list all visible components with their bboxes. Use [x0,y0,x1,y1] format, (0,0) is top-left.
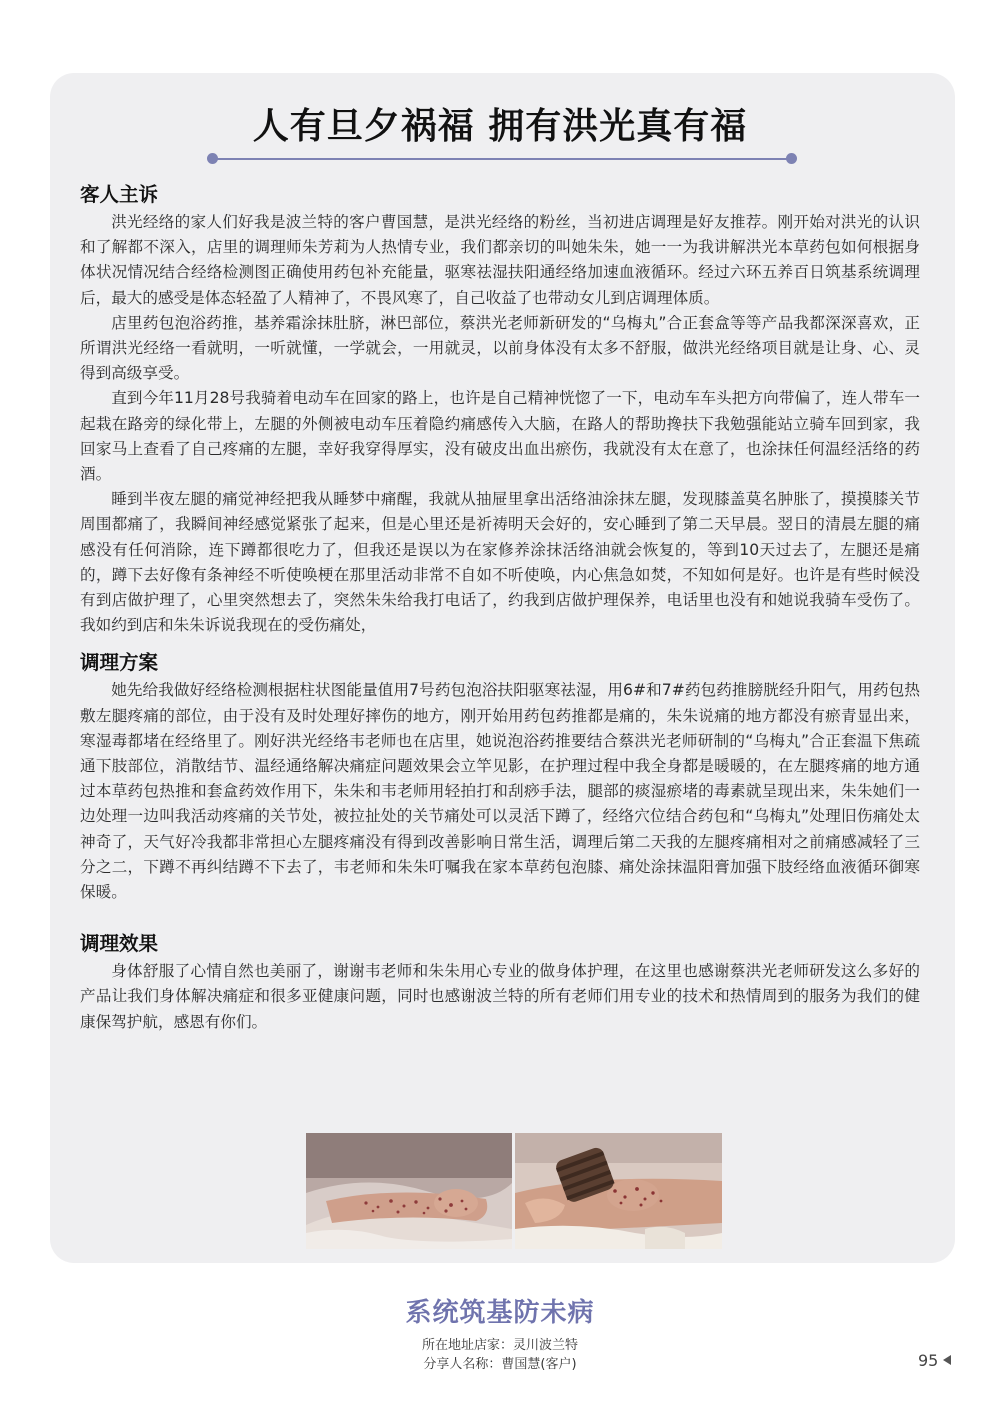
paragraph: 身体舒服了心情自然也美丽了，谢谢韦老师和朱朱用心专业的做身体护理，在这里也感谢蔡洪光老师研发这么多好的产品让我们身体解决痛症和很多亚健康问题，同时也感谢波兰特的所有老师们用专业的技术和热情周到的服务为我们的健康保驾护航，感恩有你们。 [80,962,920,1031]
section-complaint [80,180,920,638]
divider-dot-right [786,153,797,164]
paragraph: 直到今年11月28号我骑着电动车在回家的路上，也许是自己精神恍惚了一下，电动车车头把方向带偏了，连人带车一起栽在路旁的绿化带上，左腿的外侧被电动车压着隐约痛感传入大脑，在路人的帮助搀扶下我勉强能站立骑车回到家，我回家马上查看了自己疼痛的左腿，幸好我穿得厚实，没有破皮出血出瘀伤，我就没有太在意了，也涂抹任何温经活络的药酒。 [80,389,920,484]
section-treatment-plan [80,648,920,905]
photo-strip [306,1133,722,1249]
paragraph: 她先给我做好经络检测根据柱状图能量值用7号药包泡浴扶阳驱寒祛湿，用6#和7#药包药推膀胱经升阳气，用药包热敷左腿疼痛的部位，由于没有及时处理好摔伤的地方，刚开始用药包药推都是痛的，朱朱说痛的地方都没有瘀青显出来，寒湿毒都堵在经络里了。刚好洪光经络韦老师也在店里，她说泡浴药推要结合蔡洪光老师研制的“乌梅丸”合正套温下焦疏通下肢部位，消散结节、温经通络解决痛症问题效果会立竿见影，在护理过程中我全身都是暖暖的，在左腿疼痛的地方通过本草药包热推和套盒药效作用下，朱朱和韦老师用轻拍打和刮痧手法，腿部的痰湿瘀堵的毒素就呈现出来，朱朱她们一边处理一边叫我活动疼痛的关节处，被拉扯处的关节痛处可以灵活下蹲了，经络穴位结合药包和“乌梅丸”处理旧伤痛处太神奇了，天气好冷我都非常担心左腿疼痛没有得到改善影响日常生活，调理后第二天我的左腿疼痛相对之前痛感减轻了三分之二，下蹲不再纠结蹲不下去了，韦老师和朱朱叮嘱我在家本草药包泡膝、痛处涂抹温阳膏加强下肢经络血液循环御寒保暖。 [80,681,920,902]
leg-photo-before [306,1133,512,1249]
article-body [80,180,920,1035]
sharer-name: 分享人名称：曹国慧(客户) [423,1357,577,1372]
paragraph: 店里药包泡浴药推，基养霜涂抹肚脐，淋巴部位，蔡洪光老师新研发的“乌梅丸”合正套盒等等产品我都深深喜欢，正所谓洪光经络一看就明，一听就懂，一学就会，一用就灵，以前身体没有太多不舒服，做洪光经络项目就是让身、心、灵得到高级享受。 [80,313,920,383]
section-heading: 调理方案 [80,651,159,675]
section-heading: 客人主诉 [80,183,159,206]
paragraph: 洪光经络的家人们好我是波兰特的客户曹国慧，是洪光经络的粉丝，当初进店调理是好友推荐。刚开始对洪光的认识和了解都不深入，店里的调理师朱芳莉为人热情专业，我们都亲切的叫她朱朱，她一一为我讲解洪光本草药包如何根据身体状况情况结合经络检测图正确使用药包补充能量，驱寒祛湿扶阳通经络加速血液循环。经过六环五养百日筑基系统调理后，最大的感受是体态轻盈了人精神了，不畏风寒了，自己收益了也带动女儿到店调理体质。 [80,213,920,307]
leg-photo-treatment [515,1133,722,1249]
store-address: 所在地址店家：灵川波兰特 [421,1338,578,1353]
section-heading: 调理效果 [80,932,159,956]
divider-dot-left [207,153,218,164]
footer-slogan: 系统筑基防未病 [405,1298,595,1328]
page-title: 人有旦夕祸福 拥有洪光真有福 [252,106,748,147]
section-treatment-result [80,929,920,1035]
page-arrow-icon [943,1355,951,1365]
paragraph: 睡到半夜左腿的痛觉神经把我从睡梦中痛醒，我就从抽屉里拿出活络油涂抹左腿，发现膝盖莫名肿胀了，摸摸膝关节周围都痛了，我瞬间神经感觉紧张了起来，但是心里还是祈祷明天会好的，安心睡到了第二天早晨。翌日的清晨左腿的痛感没有任何消除，连下蹲都很吃力了，但我还是误以为在家修养涂抹活络油就会恢复的，等到10天过去了，左腿还是痛的，蹲下去好像有条神经不听使唤梗在那里活动非常不自如不听使唤，内心焦急如焚，不知如何是好。也许是有些时候没有到店做护理了，心里突然想去了，突然朱朱给我打电话了，约我到店做护理保养，电话里也没有和她说我骑车受伤了。我如约到店和朱朱诉说我现在的受伤痛处， [80,490,920,635]
title-divider [212,158,792,160]
page-number: 95 [918,1351,939,1370]
